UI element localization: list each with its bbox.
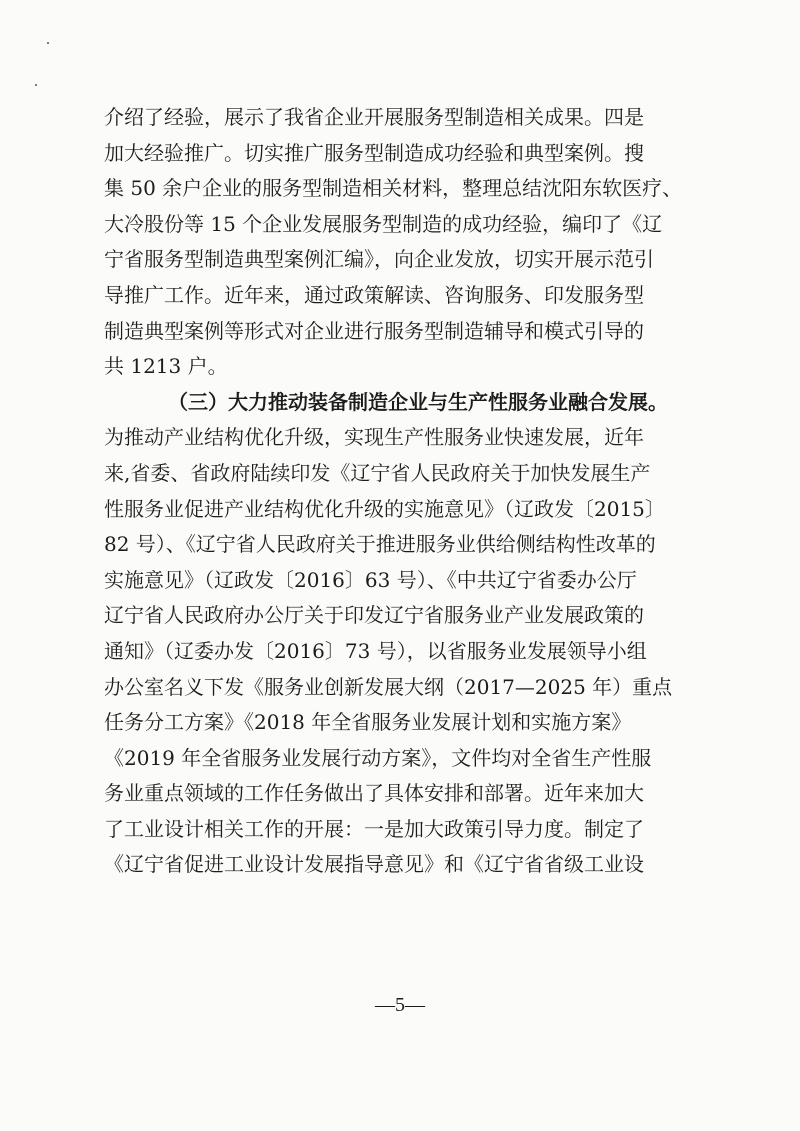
section-heading-line: （三）大力推动装备制造企业与生产性服务业融合发展。 [168, 389, 668, 414]
paragraph-line: 导推广工作。近年来，通过政策解读、咨询服务、印发服务型 [104, 282, 644, 307]
paragraph-line: 介绍了经验，展示了我省企业开展服务型制造相关成果。四是 [104, 105, 644, 129]
paragraph-line: 为推动产业结构优化升级，实现生产性服务业快速发展，近年 [104, 425, 644, 450]
paragraph-line: 辽宁省人民政府办公厅关于印发辽宁省服务业产业发展政策的 [104, 603, 644, 628]
paragraph-line: 《辽宁省促进工业设计发展指导意见》和《辽宁省省级工业设 [104, 852, 644, 877]
paragraph-line: 任务分工方案》《2018 年全省服务业发展计划和实施方案》 [104, 710, 632, 735]
paragraph-line: 办公室名义下发《服务业创新发展大纲（2017—2025 年）重点 [104, 674, 673, 699]
paragraph-line: 《2019 年全省服务业发展行动方案》，文件均对全省生产性服 [104, 745, 652, 770]
scan-speck [35, 84, 37, 86]
body-text [104, 100, 704, 883]
paragraph-line: 加大经验推广。切实推广服务型制造成功经验和典型案例。搜 [104, 140, 644, 165]
paragraph-line: 大冷股份等 15 个企业发展服务型制造的成功经验，编印了《辽 [104, 211, 663, 236]
scan-speck [47, 42, 49, 44]
paragraph-line: 来,省委、省政府陆续印发《辽宁省人民政府关于加快发展生产 [104, 460, 651, 485]
paragraph-line: 制造典型案例等形式对企业进行服务型制造辅导和模式引导的 [104, 318, 644, 343]
paragraph-line: 通知》（辽委办发〔2016〕73 号），以省服务业发展领导小组 [104, 638, 647, 663]
page-number: —5— [375, 994, 425, 1016]
paragraph-line: 性服务业促进产业结构优化升级的实施意见》（辽政发〔2015〕 [104, 496, 665, 521]
paragraph-line: 82 号）、《辽宁省人民政府关于推进服务业供给侧结构性改革的 [104, 532, 656, 557]
paragraph-line: 务业重点领域的工作任务做出了具体安排和部署。近年来加大 [104, 781, 644, 806]
paragraph-line: 实施意见》（辽政发〔2016〕63 号）、《中共辽宁省委办公厅 [104, 567, 637, 592]
paragraph-line: 集 50 余户企业的服务型制造相关材料，整理总结沈阳东软医疗、 [104, 176, 683, 201]
paragraph-line: 了工业设计相关工作的开展：一是加大政策引导力度。制定了 [104, 816, 644, 841]
paragraph-line: 宁省服务型制造典型案例汇编》，向企业发放，切实开展示范引 [104, 247, 654, 272]
paragraph-line: 共 1213 户。 [104, 354, 228, 379]
